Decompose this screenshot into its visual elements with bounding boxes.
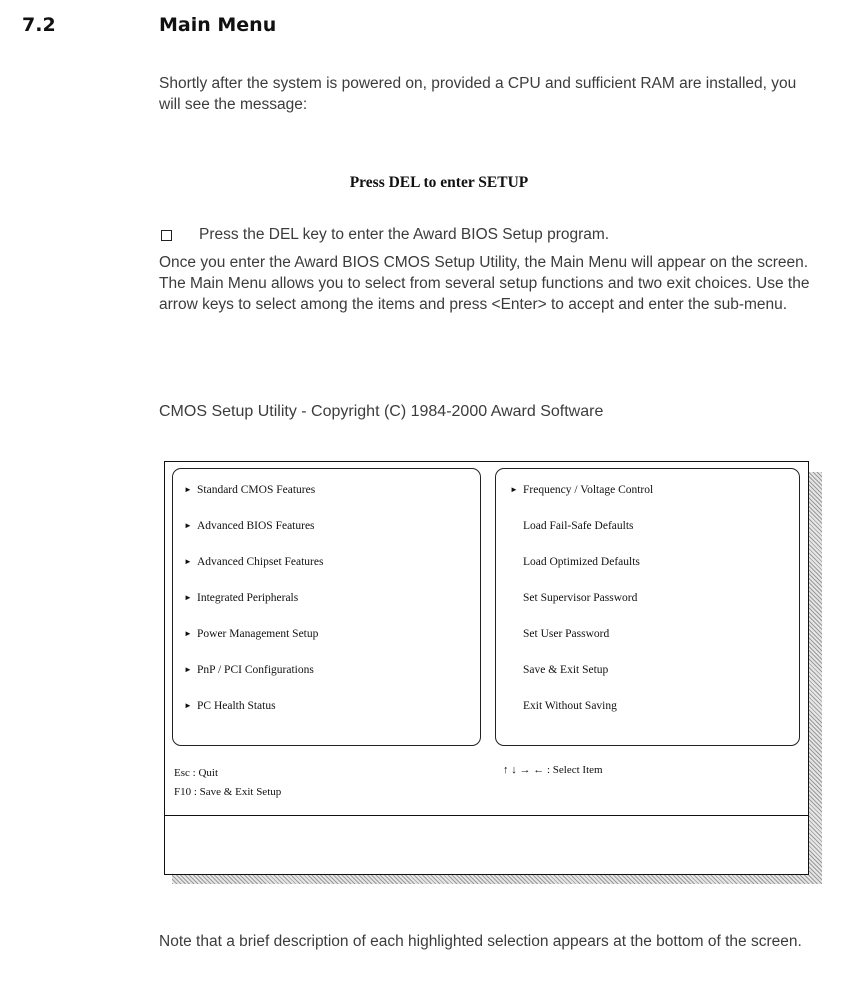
bios-menu-label: PnP / PCI Configurations <box>197 664 314 676</box>
bios-menu-label: Save & Exit Setup <box>523 664 609 676</box>
bios-menu-label: Advanced BIOS Features <box>197 520 315 532</box>
bios-right-menu <box>496 479 799 731</box>
esc-quit-hint: Esc : Quit <box>174 767 218 779</box>
bios-menu-item[interactable] <box>173 623 480 659</box>
bios-menu-label: Exit Without Saving <box>523 700 617 712</box>
setup-message: Press DEL to enter SETUP <box>349 174 529 191</box>
bios-menu-item[interactable] <box>173 479 480 515</box>
bios-menu-item[interactable] <box>496 623 799 659</box>
bios-left-menu <box>173 479 480 731</box>
bios-menu-label: Set Supervisor Password <box>523 592 638 604</box>
step-item <box>159 226 609 244</box>
bios-menu-item[interactable] <box>173 659 480 695</box>
bios-menu-label: PC Health Status <box>197 700 276 712</box>
intro-paragraph: Shortly after the system is powered on, provided a CPU and sufficient RAM are installed, you will see the message: <box>159 75 797 113</box>
bios-menu-item[interactable] <box>496 551 799 587</box>
bios-screen <box>164 461 809 875</box>
arrow-right-icon: ► <box>184 521 192 530</box>
arrow-keys-hint: ↑ ↓ → ← : Select Item <box>503 764 603 776</box>
checkbox-icon <box>161 230 172 241</box>
bios-menu-label: Frequency / Voltage Control <box>523 484 654 496</box>
bios-menu-item[interactable] <box>173 587 480 623</box>
utility-title: CMOS Setup Utility - Copyright (C) 1984-2000 Award Software <box>159 403 604 420</box>
arrow-right-icon: ► <box>184 593 192 602</box>
bios-menu-item[interactable] <box>173 695 480 731</box>
bios-divider <box>165 815 808 816</box>
note-paragraph: Note that a brief description of each highlighted selection appears at the bottom of the screen. <box>159 933 802 950</box>
bios-menu-item[interactable] <box>496 587 799 623</box>
bios-footer-left <box>174 764 281 802</box>
bios-menu-label: Set User Password <box>523 628 610 640</box>
arrow-right-icon: ► <box>510 485 518 494</box>
bios-menu-label: Power Management Setup <box>197 628 319 640</box>
description-paragraph: Once you enter the Award BIOS CMOS Setup Utility, the Main Menu will appear on the screen. The Main Menu allows you to select from several setup functions and two exit choices. Use the arrow keys to select among the items and press <Enter> to accept and enter the sub-menu. <box>159 254 810 313</box>
arrow-right-icon: ► <box>184 629 192 638</box>
arrow-right-icon: ► <box>184 665 192 674</box>
section-title: Main Menu <box>159 14 277 36</box>
bios-menu-item[interactable] <box>173 515 480 551</box>
section-number: 7.2 <box>22 14 56 36</box>
arrow-right-icon: ► <box>184 485 192 494</box>
bios-menu-label: Load Optimized Defaults <box>523 556 640 568</box>
bios-menu-label: Load Fail-Safe Defaults <box>523 520 634 532</box>
bios-right-panel <box>495 468 800 746</box>
bios-menu-item[interactable] <box>496 479 799 515</box>
bios-menu-item[interactable] <box>496 515 799 551</box>
arrow-right-icon: ► <box>184 557 192 566</box>
bios-menu-label: Standard CMOS Features <box>197 484 316 496</box>
bios-menu-label: Integrated Peripherals <box>197 592 299 604</box>
bios-menu-item[interactable] <box>496 695 799 731</box>
bios-left-panel <box>172 468 481 746</box>
bios-menu-item[interactable] <box>496 659 799 695</box>
bios-menu-item[interactable] <box>173 551 480 587</box>
step-text: Press the DEL key to enter the Award BIOS Setup program. <box>199 226 610 243</box>
arrow-right-icon: ► <box>184 701 192 710</box>
bios-menu-label: Advanced Chipset Features <box>197 556 324 568</box>
f10-save-hint: F10 : Save & Exit Setup <box>174 786 282 798</box>
